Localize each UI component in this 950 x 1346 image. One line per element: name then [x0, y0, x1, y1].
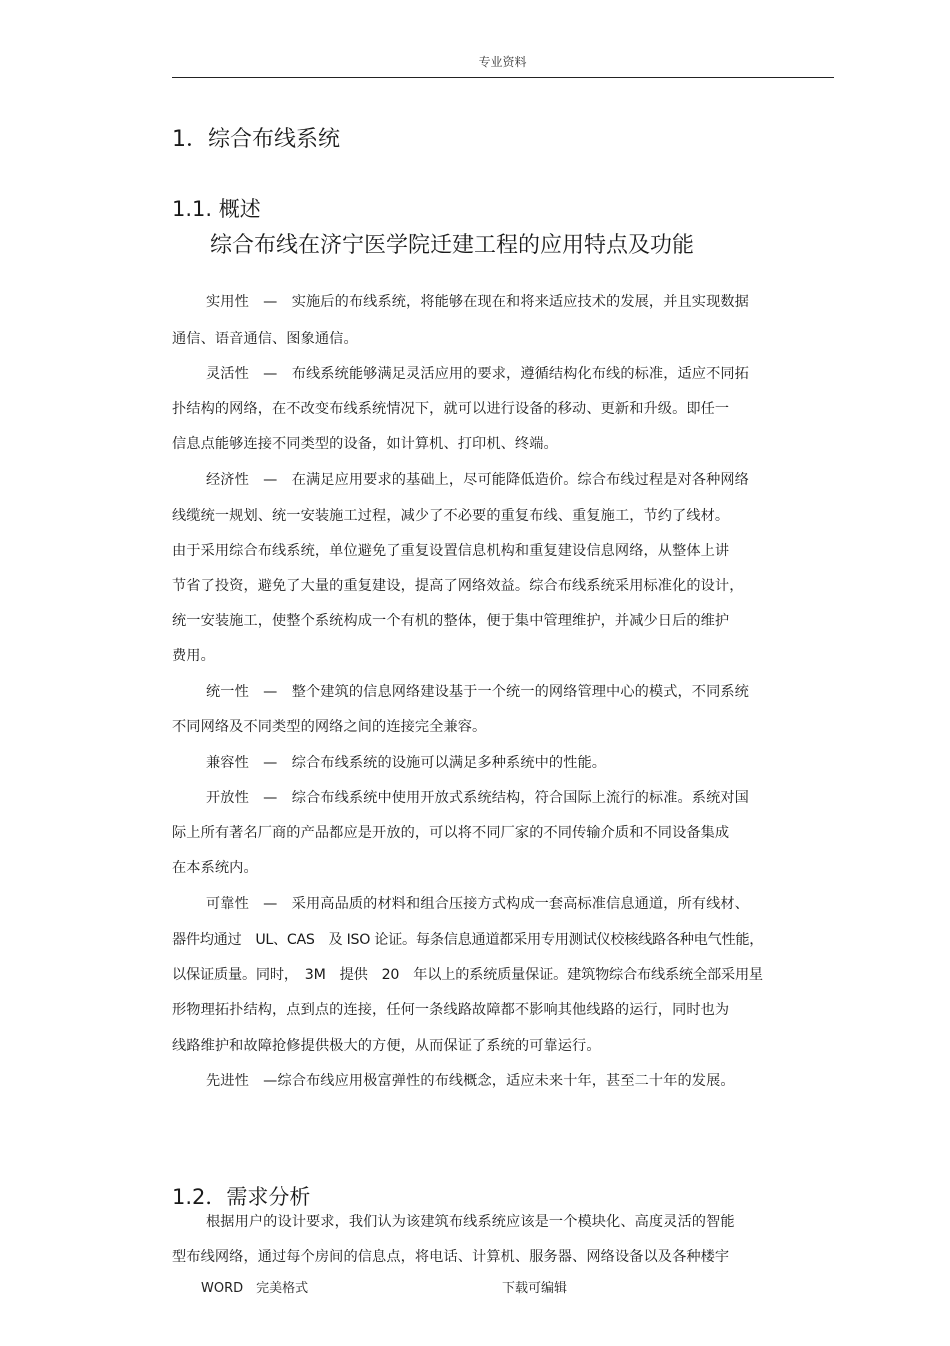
paragraph-line: 实用性 — 实施后的布线系统，将能够在现在和将来适应技术的发展，并且实现数据	[206, 294, 749, 310]
footer-right: 下载可编辑	[502, 1281, 568, 1296]
paragraph-line: 由于采用综合布线系统，单位避免了重复设置信息机构和重复建设信息网络，从整体上讲	[172, 543, 730, 559]
paragraph-line: 开放性 — 综合布线系统中使用开放式系统结构，符合国际上流行的标准。系统对国	[206, 790, 749, 806]
section-1-1-subtitle: 综合布线在济宁医学院迁建工程的应用特点及功能	[210, 233, 695, 258]
paragraph-line: 节省了投资，避免了大量的重复建设，提高了网络效益。综合布线系统采用标准化的设计，	[172, 578, 744, 594]
paragraph-line: 经济性 — 在满足应用要求的基础上，尽可能降低造价。综合布线过程是对各种网络	[206, 472, 749, 488]
paragraph-line: 在本系统内。	[172, 860, 258, 876]
page-header: 专业资料	[478, 55, 527, 69]
paragraph-line: 根据用户的设计要求，我们认为该建筑布线系统应该是一个模块化、高度灵活的智能	[206, 1214, 735, 1230]
paragraph-line: 不同网络及不同类型的网络之间的连接完全兼容。	[172, 719, 487, 735]
paragraph-line: 兼容性 — 综合布线系统的设施可以满足多种系统中的性能。	[206, 755, 607, 771]
paragraph-line: 形物理拓扑结构，点到点的连接，任何一条线路故障都不影响其他线路的运行，同时也为	[172, 1002, 730, 1018]
footer-left: WORD 完美格式	[201, 1281, 309, 1296]
paragraph-line: 通信、语音通信、图象通信。	[172, 331, 358, 347]
paragraph-line: 灵活性 — 布线系统能够满足灵活应用的要求，遵循结构化布线的标准，适应不同拓	[206, 366, 749, 382]
heading-1: 1．综合布线系统	[172, 127, 340, 152]
paragraph-line: 型布线网络，通过每个房间的信息点，将电话、计算机、服务器、网络设备以及各种楼宇	[172, 1249, 730, 1265]
paragraph-line: 信息点能够连接不同类型的设备，如计算机、打印机、终端。	[172, 436, 558, 452]
paragraph-line: 费用。	[172, 648, 215, 664]
paragraph-line: 统一性 — 整个建筑的信息网络建设基于一个统一的网络管理中心的模式，不同系统	[206, 684, 749, 700]
paragraph-line: 以保证质量。同时， 3M 提供 20 年以上的系统质量保证。建筑物综合布线系统全部采用星	[172, 967, 763, 983]
paragraph-line: 线路维护和故障抢修提供极大的方便，从而保证了系统的可靠运行。	[172, 1038, 601, 1054]
paragraph-line: 可靠性 — 采用高品质的材料和组合压接方式构成一套高标准信息通道，所有线材、	[206, 896, 749, 912]
paragraph-line: 器件均通过 UL、CAS 及 ISO 论证。每条信息通道都采用专用测试仪校核线路各种电气性能，	[172, 932, 764, 948]
header-rule	[172, 77, 834, 78]
section-1-2-title: 1.2．需求分析	[172, 1185, 311, 1209]
paragraph-line: 扑结构的网络，在不改变布线系统情况下，就可以进行设备的移动、更新和升级。即任一	[172, 401, 730, 417]
paragraph-line: 际上所有著名厂商的产品都应是开放的，可以将不同厂家的不同传输介质和不同设备集成	[172, 825, 730, 841]
section-1-1-title: 1.1. 概述	[172, 197, 261, 221]
paragraph-line: 先进性 —综合布线应用极富弹性的布线概念，适应未来十年，甚至二十年的发展。	[206, 1073, 735, 1089]
paragraph-line: 统一安装施工，使整个系统构成一个有机的整体，便于集中管理维护，并减少日后的维护	[172, 613, 730, 629]
paragraph-line: 线缆统一规划、统一安装施工过程，减少了不必要的重复布线、重复施工，节约了线材。	[172, 508, 730, 524]
